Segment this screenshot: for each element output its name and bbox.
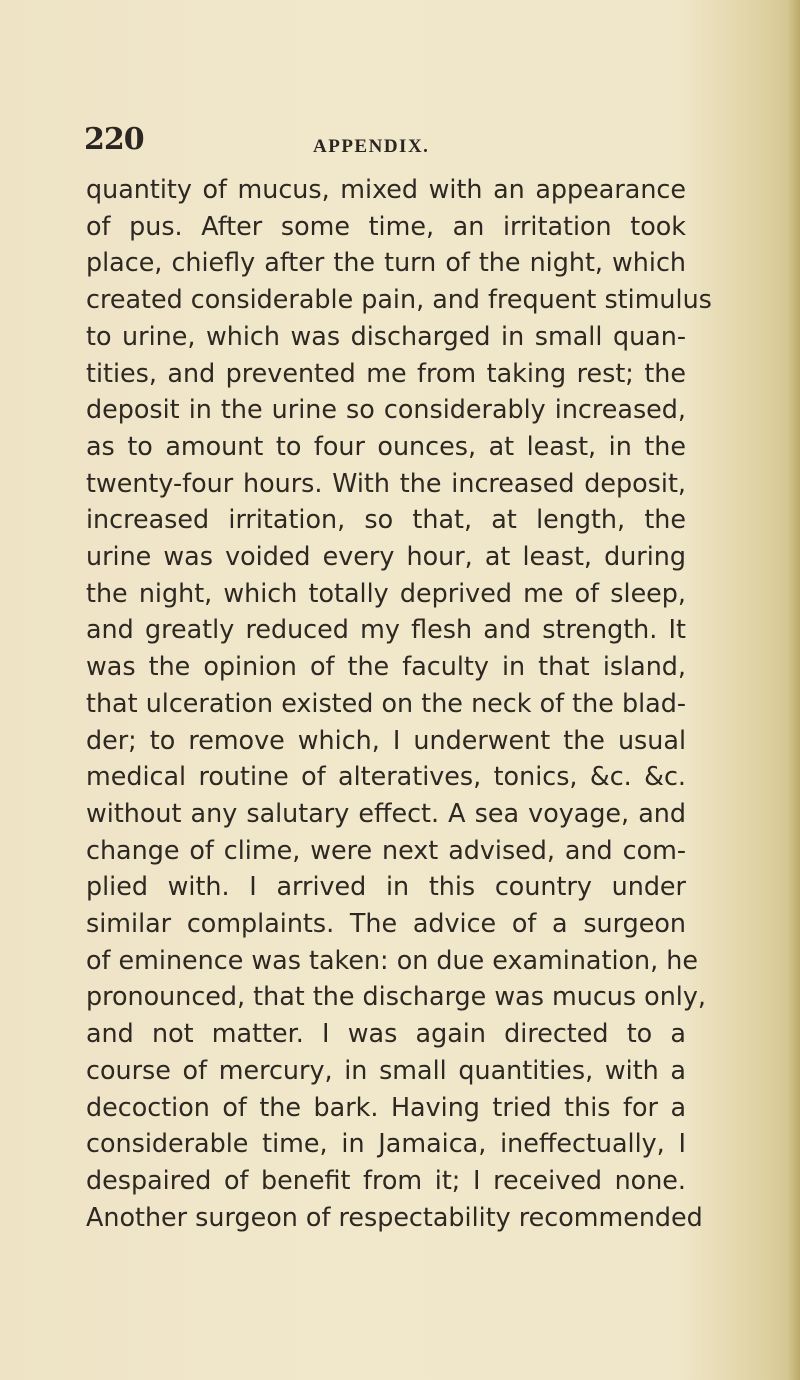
text-line: of pus. After some time, an irritation took [86, 210, 686, 241]
text-line: medical routine of alteratives, tonics, &c. &c. [86, 761, 686, 792]
text-line: increased irritation, so that, at length, the [86, 504, 686, 535]
text-line: despaired of benefit from it; I received none. [86, 1164, 686, 1195]
text-line: without any salutary effect. A sea voyage, and [86, 797, 686, 828]
text-line: as to amount to four ounces, at least, in the [86, 430, 686, 461]
running-head: APPENDIX. [313, 136, 430, 157]
text-line: urine was voided every hour, at least, during [86, 541, 686, 572]
page-edge-shadow [788, 0, 800, 1380]
text-line: course of mercury, in small quantities, with a [86, 1054, 686, 1085]
text-line: deposit in the urine so considerably increased, [86, 394, 686, 425]
text-line: quantity of mucus, mixed with an appearance [86, 174, 686, 204]
text-line: that ulceration existed on the neck of the blad- [86, 687, 686, 718]
text-line: Another surgeon of respectability recommended [86, 1201, 703, 1232]
text-line: and not matter. I was again directed to a [86, 1018, 686, 1049]
text-line: the night, which totally deprived me of sleep, [86, 577, 686, 608]
page-number: 220 [84, 122, 144, 157]
text-line: der; to remove which, I underwent the usual [86, 724, 686, 755]
text-line: change of clime, were next advised, and com- [86, 834, 686, 865]
text-line: to urine, which was discharged in small quan- [86, 320, 686, 351]
text-line: decoction of the bark. Having tried this for a [86, 1091, 686, 1122]
text-line: was the opinion of the faculty in that island, [86, 651, 686, 682]
text-line: pronounced, that the discharge was mucus only, [86, 981, 706, 1012]
text-line: considerable time, in Jamaica, ineffectually, I [86, 1128, 686, 1159]
text-line: created considerable pain, and frequent stimulus [86, 284, 712, 315]
body-paragraph [86, 171, 712, 1235]
text-line: similar complaints. The advice of a surgeon [86, 908, 686, 939]
text-line: plied with. I arrived in this country under [86, 871, 686, 902]
text-line: of eminence was taken: on due examination, he [86, 944, 698, 975]
text-line: and greatly reduced my flesh and strength. It [86, 614, 686, 645]
text-line: twenty-four hours. With the increased deposit, [86, 467, 686, 498]
text-line: tities, and prevented me from taking rest; the [86, 357, 686, 388]
text-line: place, chiefly after the turn of the night, which [86, 247, 686, 278]
